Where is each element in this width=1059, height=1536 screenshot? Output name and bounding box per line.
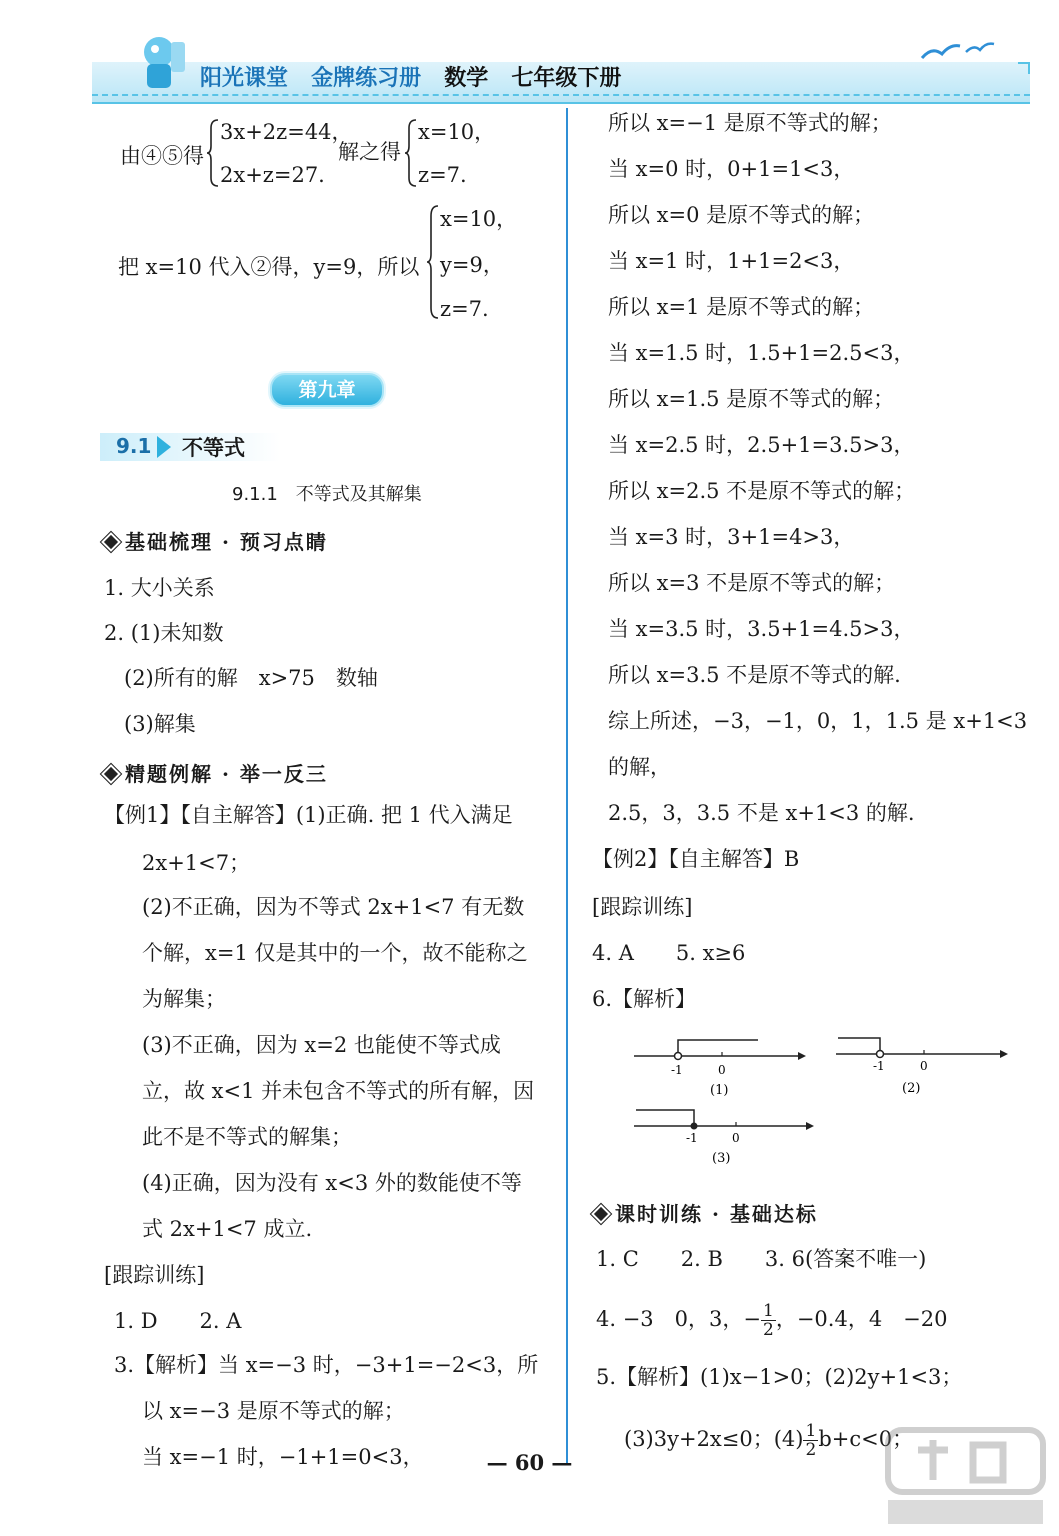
line: 【例1】【自主解答】(1)正确. 把 1 代入满足 — [104, 803, 513, 827]
number-line-2 — [832, 1030, 1012, 1102]
line: (3)不正确，因为 x=2 也能使不等式成 — [142, 1033, 501, 1057]
line: 1. 大小关系 — [104, 576, 215, 600]
tick-label: -1 — [671, 1063, 683, 1077]
brace-icon — [426, 204, 440, 320]
number-line-3 — [630, 1100, 820, 1170]
line: 2x+1<7； — [142, 851, 251, 875]
sys2-sol3: z=7. — [440, 297, 489, 321]
line: 为解集； — [142, 987, 226, 1011]
fraction — [761, 1302, 776, 1339]
sys2-sol2: y=9， — [440, 253, 504, 277]
sys1-eq1: 3x+2z=44， — [220, 120, 353, 144]
line: 此不是不等式的解集； — [142, 1125, 352, 1149]
line: 当 x=1 时，1+1=2<3， — [608, 249, 855, 273]
fraction-numerator: 1 — [805, 1421, 817, 1441]
sys1-sol2: z=7. — [418, 163, 467, 187]
line: (3)解集 — [124, 712, 196, 736]
diamond-icon — [594, 1207, 608, 1221]
line: 1. C 2. B 3. 6(答案不唯一) — [596, 1247, 927, 1271]
sys1-mid: 解之得 — [338, 140, 401, 164]
figure-caption: (1) — [710, 1083, 729, 1098]
tick-label: -1 — [686, 1131, 698, 1145]
number-line-1 — [630, 1030, 810, 1102]
header-grade: 七年级下册 — [511, 65, 622, 91]
brace-icon — [206, 118, 220, 188]
line: 式 2x+1<7 成立. — [142, 1217, 313, 1241]
answer-5b-part1: (3)3y+2x≤0；(4) — [624, 1427, 804, 1451]
line: 个解，x=1 仅是其中的一个，故不能称之 — [142, 941, 528, 965]
line: 以 x=−3 是原不等式的解； — [142, 1399, 405, 1423]
line: 所以 x=2.5 不是原不等式的解； — [608, 479, 916, 503]
figure-caption: (2) — [902, 1081, 921, 1096]
line: 当 x=3 时，3+1=4>3， — [608, 525, 855, 549]
section-title: 不等式 — [182, 435, 245, 460]
section-number: 9.1 — [116, 434, 152, 458]
header-divider — [92, 94, 1030, 96]
line: 当 x=3.5 时，3.5+1=4.5>3， — [608, 617, 915, 641]
watermark-logo — [878, 1420, 1053, 1530]
diamond-icon — [104, 767, 118, 781]
sys1-sol1: x=10， — [418, 120, 496, 144]
line: 2.5，3，3.5 不是 x+1<3 的解. — [608, 801, 915, 825]
logo-icon — [135, 32, 193, 94]
line: [跟踪训练] — [104, 1263, 205, 1287]
answer-4-part1: 4. −3 0，3，− — [596, 1307, 761, 1331]
line: 立，故 x<1 并未包含不等式的所有解，因 — [142, 1079, 535, 1103]
header-subject: 数学 — [444, 65, 489, 91]
answer-4-part2: ，−0.4，4 −20 — [775, 1307, 948, 1331]
sys1-eq2: 2x+z=27. — [220, 163, 325, 187]
line: 综上所述，−3，−1，0，1，1.5 是 x+1<3 — [608, 709, 1028, 733]
line: 所以 x=1.5 是原不等式的解； — [608, 387, 895, 411]
line: 当 x=−1 时，−1+1=0<3， — [142, 1445, 424, 1469]
column-divider — [566, 108, 568, 1463]
tick-label: 0 — [718, 1063, 726, 1077]
line: 【例2】【自主解答】B — [592, 847, 800, 871]
line: 6.【解析】 — [592, 987, 697, 1011]
tick-label: 0 — [732, 1131, 740, 1145]
line: 所以 x=1 是原不等式的解； — [608, 295, 875, 319]
line: 1. D 2. A — [114, 1309, 242, 1333]
block-heading-3-text: 课时训练 · 基础达标 — [615, 1202, 818, 1226]
line: [跟踪训练] — [592, 895, 693, 919]
block-heading-1 — [106, 526, 328, 555]
line: 4. A 5. x≥6 — [592, 941, 746, 965]
subsection-title: 9.1.1 不等式及其解集 — [232, 484, 422, 505]
line: 当 x=1.5 时，1.5+1=2.5<3， — [608, 341, 915, 365]
section-arrow-icon — [157, 436, 171, 458]
sys2-prefix: 把 x=10 代入②得，y=9，所以 — [118, 255, 420, 279]
line: 所以 x=0 是原不等式的解； — [608, 203, 875, 227]
sys2-sol1: x=10， — [440, 207, 518, 231]
figure-caption: (3) — [712, 1151, 731, 1166]
header-book: 金牌练习册 — [311, 65, 422, 91]
line: 所以 x=3.5 不是原不等式的解. — [608, 663, 901, 687]
line: 的解， — [608, 755, 671, 779]
chapter-badge: 第九章 — [270, 373, 384, 407]
brace-icon — [404, 118, 418, 188]
line: 当 x=0 时，0+1=1<3， — [608, 157, 855, 181]
header-series: 阳光课堂 — [200, 65, 289, 91]
diamond-icon — [104, 535, 118, 549]
line: 所以 x=−1 是原不等式的解； — [608, 111, 892, 135]
block-heading-2-text: 精题例解 · 举一反三 — [125, 762, 328, 786]
line: 2. (1)未知数 — [104, 621, 224, 645]
answer-4 — [596, 1302, 948, 1339]
header-title — [200, 62, 639, 94]
line: 当 x=2.5 时，2.5+1=3.5>3， — [608, 433, 915, 457]
fraction-denominator: 2 — [763, 1320, 774, 1340]
birds-icon — [920, 38, 1000, 64]
line: (4)正确，因为没有 x<3 外的数能使不等 — [142, 1171, 522, 1195]
line: 5.【解析】(1)x−1>0；(2)2y+1<3； — [596, 1365, 963, 1389]
answer-5b-part2: b+c<0； — [818, 1427, 914, 1451]
fraction-numerator: 1 — [763, 1301, 774, 1321]
line: (2)所有的解 x>75 数轴 — [124, 666, 378, 690]
line: (2)不正确，因为不等式 2x+1<7 有无数 — [142, 895, 525, 919]
block-heading-1-text: 基础梳理 · 预习点睛 — [125, 530, 328, 554]
block-heading-3 — [596, 1198, 818, 1227]
block-heading-2 — [106, 758, 328, 787]
header-corner — [1018, 62, 1030, 74]
sys1-prefix: 由④⑤得 — [120, 144, 204, 168]
tick-label: 0 — [920, 1059, 928, 1073]
tick-label: -1 — [873, 1059, 885, 1073]
line: 3.【解析】当 x=−3 时，−3+1=−2<3，所 — [114, 1353, 539, 1377]
page-number: — 60 — — [486, 1450, 573, 1475]
line: 所以 x=3 不是原不等式的解； — [608, 571, 896, 595]
fraction-denominator: 2 — [805, 1440, 817, 1460]
